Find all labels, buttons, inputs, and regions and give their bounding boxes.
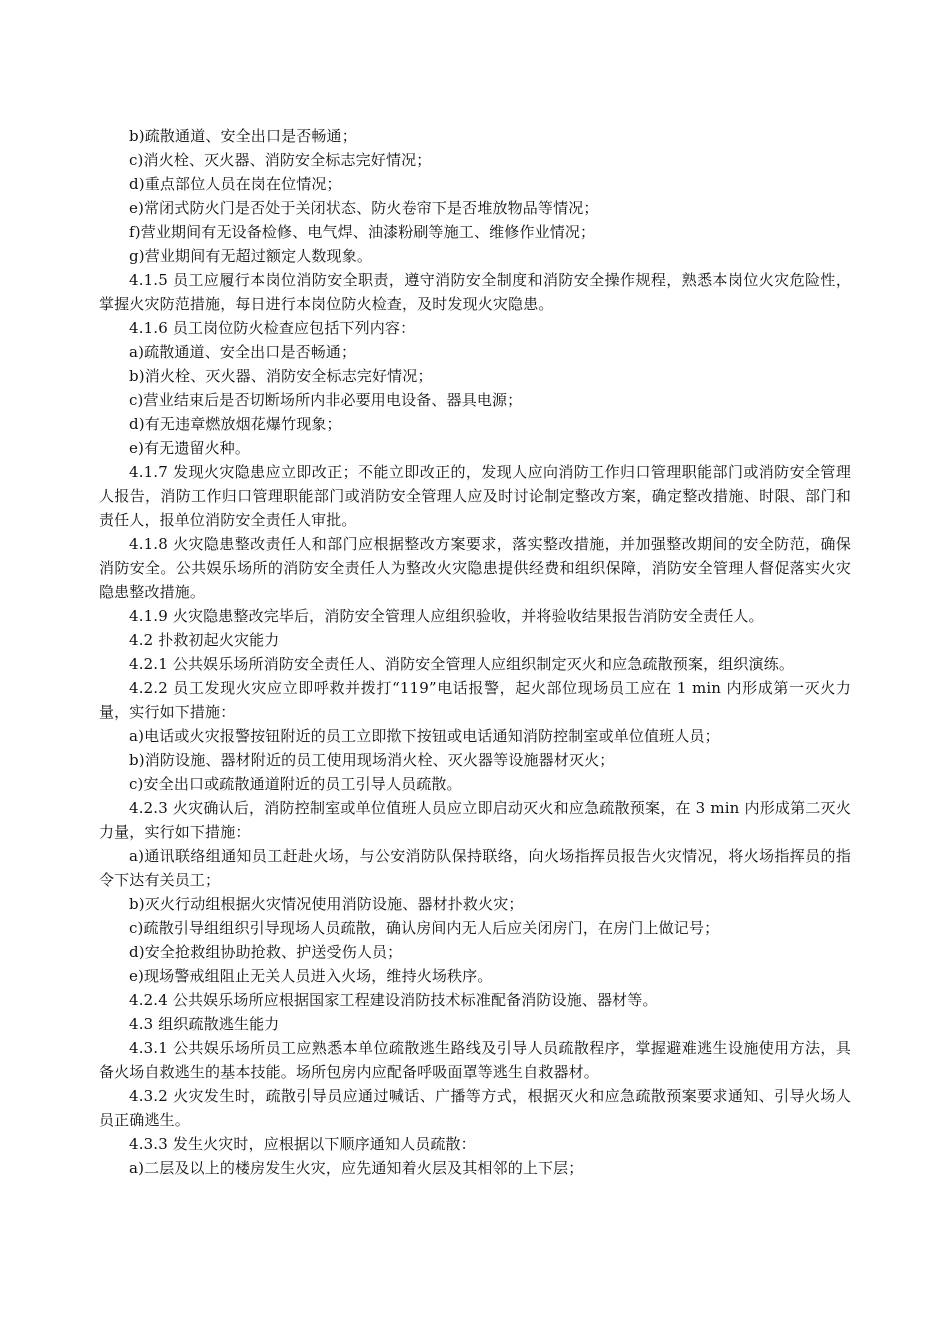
- clause-4-1-6: 4.1.6 员工岗位防火检查应包括下列内容：: [129, 319, 416, 337]
- list-item-c: c)营业结束后是否切断场所内非必要用电设备、器具电源；: [129, 391, 523, 409]
- clause-4-3-3: 4.3.3 发生火灾时，应根据以下顺序通知人员疏散：: [129, 1135, 476, 1153]
- list-item-a: a)二层及以上的楼房发生火灾，应先通知着火层及其相邻的上下层；: [129, 1159, 584, 1177]
- list-item-e: e)常闭式防火门是否处于关闭状态、防火卷帘下是否堆放物品等情况；: [129, 199, 599, 217]
- document-body: [99, 124, 851, 1180]
- list-item-d: d)有无违章燃放烟花爆竹现象；: [129, 415, 342, 433]
- clause-4-2-4: 4.2.4 公共娱乐场所应根据国家工程建设消防技术标准配备消防设施、器材等。: [129, 991, 658, 1009]
- clause-4-3-2: 4.3.2 火灾发生时，疏散引导员应通过喊话、广播等方式，根据灭火和应急疏散预案要求通知、引导火场人员正确逃生。: [99, 1087, 851, 1129]
- list-item-b: b)消防设施、器材附近的员工使用现场消火栓、灭火器等设施器材灭火；: [129, 751, 615, 769]
- list-item-d: d)安全抢救组协助抢救、护送受伤人员；: [129, 943, 403, 961]
- clause-4-1-8: 4.1.8 火灾隐患整改责任人和部门应根据整改方案要求，落实整改措施，并加强整改期间的安全防范，确保消防安全。公共娱乐场所的消防安全责任人为整改火灾隐患提供经费和组织保障，消防安全管理人督促落实火灾隐患整改措施。: [99, 535, 851, 601]
- clause-4-2-3: 4.2.3 火灾确认后，消防控制室或单位值班人员应立即启动灭火和应急疏散预案，在 3 min 内形成第二灭火力量，实行如下措施：: [99, 799, 851, 841]
- clause-4-3-1: 4.3.1 公共娱乐场所员工应熟悉本单位疏散逃生路线及引导人员疏散程序，掌握避难逃生设施使用方法，具备火场自救逃生的基本技能。场所包房内应配备呼吸面罩等逃生自救器材。: [99, 1039, 851, 1081]
- list-item-b: b)灭火行动组根据火灾情况使用消防设施、器材扑救火灾；: [129, 895, 524, 913]
- list-item-e: e)现场警戒组阻止无关人员进入火场，维持火场秩序。: [129, 967, 493, 985]
- section-heading-4-3: 4.3 组织疏散逃生能力: [129, 1015, 280, 1033]
- list-item-a: a)电话或火灾报警按钮附近的员工立即揿下按钮或电话通知消防控制室或单位值班人员；: [129, 727, 720, 745]
- list-item-e: e)有无遗留火种。: [129, 439, 251, 457]
- list-item-c: c)消火栓、灭火器、消防安全标志完好情况；: [129, 151, 432, 169]
- list-item-c: c)疏散引导组组织引导现场人员疏散，确认房间内无人后应关闭房门，在房门上做记号；: [129, 919, 720, 937]
- list-item-c: c)安全出口或疏散通道附近的员工引导人员疏散。: [129, 775, 462, 793]
- clause-4-2-1: 4.2.1 公共娱乐场所消防安全责任人、消防安全管理人应组织制定灭火和应急疏散预案，组织演练。: [129, 655, 794, 673]
- list-item-b: b)疏散通道、安全出口是否畅通；: [129, 127, 357, 145]
- clause-4-1-9: 4.1.9 火灾隐患整改完毕后，消防安全管理人应组织验收，并将验收结果报告消防安全责任人。: [129, 607, 764, 625]
- section-heading-4-2: 4.2 扑救初起火灾能力: [129, 631, 280, 649]
- list-item-a: a)疏散通道、安全出口是否畅通；: [129, 343, 357, 361]
- clause-4-1-7: 4.1.7 发现火灾隐患应立即改正；不能立即改正的，发现人应向消防工作归口管理职能部门或消防安全管理人报告，消防工作归口管理职能部门或消防安全管理人应及时讨论制定整改方案，确定整改措施、时限、部门和责任人，报单位消防安全责任人审批。: [99, 463, 851, 529]
- clause-4-2-2: 4.2.2 员工发现火灾应立即呼救并拨打“119”电话报警，起火部位现场员工应在 1 min 内形成第一灭火力量，实行如下措施：: [99, 679, 851, 721]
- list-item-a: a)通讯联络组通知员工赶赴火场，与公安消防队保持联络，向火场指挥员报告火灾情况，将火场指挥员的指令下达有关员工；: [99, 847, 851, 889]
- list-item-f: f)营业期间有无设备检修、电气焊、油漆粉刷等施工、维修作业情况；: [129, 223, 596, 241]
- clause-4-1-5: 4.1.5 员工应履行本岗位消防安全职责，遵守消防安全制度和消防安全操作规程，熟悉本岗位火灾危险性，掌握火灾防范措施，每日进行本岗位防火检查，及时发现火灾隐患。: [99, 271, 851, 313]
- list-item-d: d)重点部位人员在岗在位情况；: [129, 175, 342, 193]
- list-item-b: b)消火栓、灭火器、消防安全标志完好情况；: [129, 367, 433, 385]
- list-item-g: g)营业期间有无超过额定人数现象。: [129, 247, 373, 265]
